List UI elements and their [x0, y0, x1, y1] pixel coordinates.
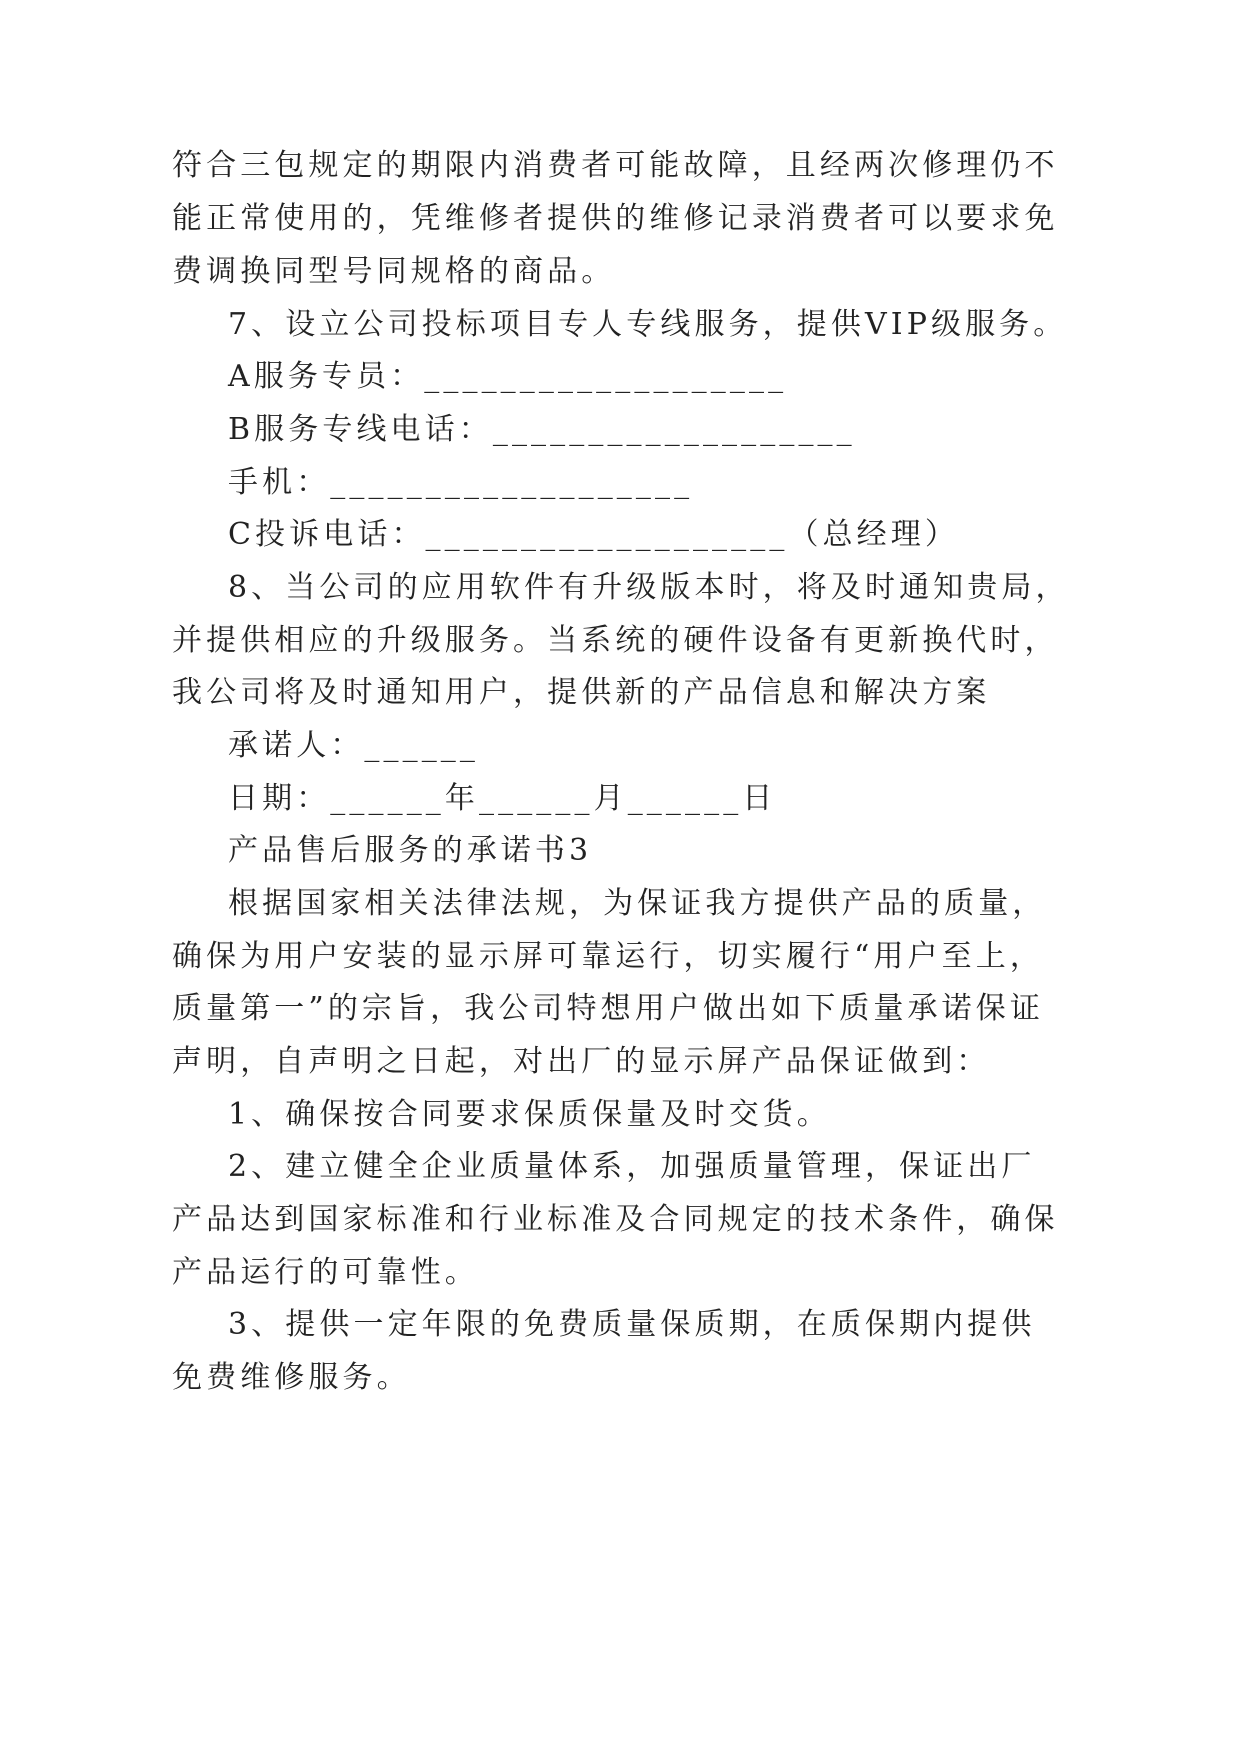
- complaint-phone-field: C投诉电话：___________________（总经理）: [228, 517, 959, 552]
- paragraph-line: 费调换同型号同规格的商品。: [172, 254, 616, 289]
- paragraph-line: 声明，自声明之日起，对出厂的显示屏产品保证做到：: [172, 1044, 991, 1079]
- paragraph-line: 免费维修服务。: [172, 1360, 411, 1395]
- numbered-item-7: 7、设立公司投标项目专人专线服务，提供VIP级服务。: [228, 307, 1068, 342]
- numbered-item-8: 8、当公司的应用软件有升级版本时，将及时通知贵局，: [228, 570, 1070, 605]
- mobile-field: 手机：___________________: [228, 465, 694, 500]
- paragraph-line: 我公司将及时通知用户，提供新的产品信息和解决方案: [172, 675, 991, 710]
- numbered-item-3: 3、提供一定年限的免费质量保质期，在质保期内提供: [228, 1307, 1036, 1342]
- numbered-item-2: 2、建立健全企业质量体系，加强质量管理，保证出厂: [228, 1149, 1036, 1184]
- paragraph-line: 质量第一”的宗旨，我公司特想用户做出如下质量承诺保证: [172, 991, 1044, 1026]
- paragraph-line: 能正常使用的，凭维修者提供的维修记录消费者可以要求免: [172, 201, 1059, 236]
- numbered-item-1: 1、确保按合同要求保质保量及时交货。: [228, 1097, 831, 1132]
- paragraph-line: 根据国家相关法律法规，为保证我方提供产品的质量，: [228, 886, 1047, 921]
- paragraph-line: 符合三包规定的期限内消费者可能故障，且经两次修理仍不: [172, 148, 1059, 183]
- paragraph-line: 并提供相应的升级服务。当系统的硬件设备有更新换代时，: [172, 623, 1059, 658]
- paragraph-line: 产品达到国家标准和行业标准及合同规定的技术条件，确保: [172, 1202, 1059, 1237]
- service-hotline-field: B服务专线电话：___________________: [228, 412, 856, 447]
- service-specialist-field: A服务专员：___________________: [228, 359, 788, 394]
- section-title: 产品售后服务的承诺书3: [228, 833, 593, 868]
- paragraph-line: 产品运行的可靠性。: [172, 1255, 479, 1290]
- paragraph-line: 确保为用户安装的显示屏可靠运行，切实履行“用户至上，: [172, 939, 1044, 974]
- promisor-field: 承诺人：______: [228, 728, 479, 763]
- date-field: 日期：______年______月______日: [228, 781, 777, 816]
